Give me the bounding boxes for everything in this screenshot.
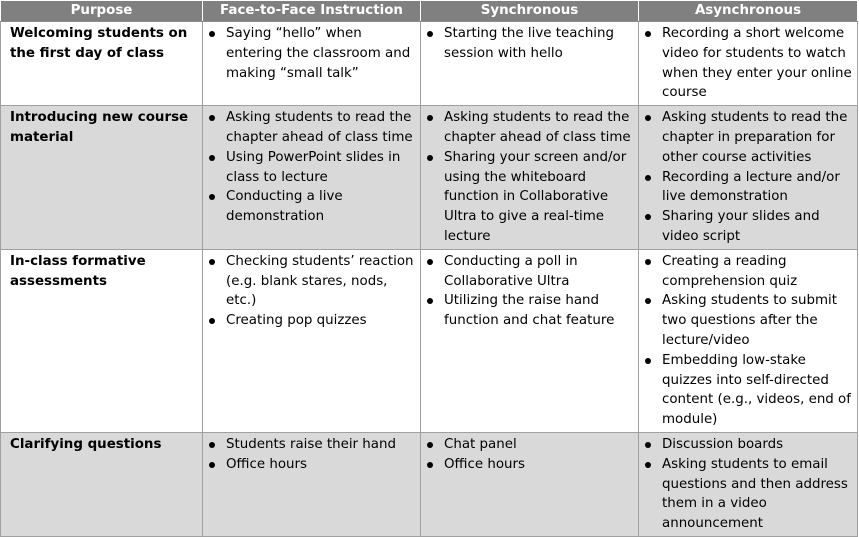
purpose-cell: Clarifying questions xyxy=(1,432,203,536)
bullet-icon xyxy=(427,298,433,304)
purpose-cell: Welcoming students on the first day of class xyxy=(1,22,203,106)
bullet-icon xyxy=(209,115,215,121)
list-item xyxy=(208,435,416,455)
bullet-icon xyxy=(427,462,433,468)
asynchronous-cell xyxy=(639,22,858,106)
list-item-text: Chat panel xyxy=(444,436,517,452)
list-item xyxy=(644,24,853,103)
bullet-icon xyxy=(209,155,215,161)
bullet-list xyxy=(644,252,853,430)
list-item xyxy=(644,252,853,292)
list-item-text: Asking students to email questions and then address them in a video announcement xyxy=(662,456,848,532)
bullet-icon xyxy=(427,155,433,161)
list-item-text: Utilizing the raise hand function and chat feature xyxy=(444,293,615,329)
list-item xyxy=(208,187,416,227)
list-item xyxy=(426,435,634,455)
bullet-icon xyxy=(645,298,651,304)
list-item-text: Conducting a live demonstration xyxy=(226,189,343,225)
bullet-icon xyxy=(209,462,215,468)
list-item-text: Checking students’ reaction (e.g. blank stares, nods, etc.) xyxy=(226,253,414,309)
face-to-face-cell xyxy=(203,432,421,536)
bullet-icon xyxy=(209,259,215,265)
bullet-icon xyxy=(209,31,215,37)
asynchronous-cell xyxy=(639,106,858,250)
bullet-icon xyxy=(645,115,651,121)
table-row-introducing xyxy=(1,106,858,250)
list-item xyxy=(644,108,853,167)
list-item xyxy=(208,108,416,148)
list-item xyxy=(426,455,634,475)
list-item-text: Embedding low-stake quizzes into self-directed content (e.g., videos, end of module) xyxy=(662,352,851,428)
list-item xyxy=(426,148,634,247)
purpose-cell: Introducing new course material xyxy=(1,106,203,250)
list-item xyxy=(208,252,416,311)
list-item-text: Saying “hello” when entering the classroom and making “small talk” xyxy=(226,26,411,81)
header-row xyxy=(1,1,858,22)
list-item-text: Recording a lecture and/or live demonstration xyxy=(662,169,840,205)
list-item xyxy=(644,207,853,247)
list-item xyxy=(644,351,853,430)
list-item xyxy=(208,311,416,331)
list-item xyxy=(644,455,853,534)
header-face-to-face: Face-to-Face Instruction xyxy=(203,1,421,22)
list-item-text: Creating pop quizzes xyxy=(226,313,367,329)
bullet-icon xyxy=(209,318,215,324)
bullet-icon xyxy=(645,259,651,265)
header-synchronous: Synchronous xyxy=(421,1,639,22)
list-item-text: Asking students to submit two questions after the lecture/video xyxy=(662,293,837,348)
bullet-list xyxy=(426,252,634,331)
bullet-icon xyxy=(645,31,651,37)
list-item xyxy=(426,252,634,292)
list-item-text: Using PowerPoint slides in class to lecture xyxy=(226,149,401,185)
list-item-text: Students raise their hand xyxy=(226,436,396,452)
table-row-formative-assessments xyxy=(1,249,858,432)
face-to-face-cell xyxy=(203,106,421,250)
bullet-list xyxy=(644,24,853,103)
list-item-text: Recording a short welcome video for students to watch when they enter your online course xyxy=(662,26,852,101)
list-item-text: Office hours xyxy=(444,456,525,472)
bullet-icon xyxy=(645,175,651,181)
face-to-face-cell xyxy=(203,249,421,432)
list-item xyxy=(644,291,853,350)
asynchronous-cell xyxy=(639,249,858,432)
bullet-icon xyxy=(427,442,433,448)
list-item-text: Office hours xyxy=(226,456,307,472)
list-item xyxy=(208,455,416,475)
list-item-text: Discussion boards xyxy=(662,436,784,452)
bullet-icon xyxy=(209,442,215,448)
list-item-text: Sharing your screen and/or using the whiteboard function in Collaborative Ultra to give a real-time lecture xyxy=(444,149,627,244)
bullet-list xyxy=(208,252,416,331)
synchronous-cell xyxy=(421,106,639,250)
list-item xyxy=(426,24,634,64)
bullet-list xyxy=(644,108,853,247)
bullet-icon xyxy=(427,259,433,265)
list-item xyxy=(208,148,416,188)
face-to-face-cell xyxy=(203,22,421,106)
header-asynchronous: Asynchronous xyxy=(639,1,858,22)
synchronous-cell xyxy=(421,432,639,536)
header-purpose: Purpose xyxy=(1,1,203,22)
list-item-text: Asking students to read the chapter ahead of class time xyxy=(444,110,631,145)
bullet-list xyxy=(208,435,416,475)
bullet-list xyxy=(426,108,634,247)
list-item xyxy=(208,24,416,83)
bullet-icon xyxy=(427,115,433,121)
table-row-clarifying-questions xyxy=(1,432,858,536)
list-item-text: Starting the live teaching session with hello xyxy=(444,26,615,61)
list-item xyxy=(426,291,634,331)
list-item-text: Creating a reading comprehension quiz xyxy=(662,253,798,289)
bullet-icon xyxy=(645,214,651,220)
bullet-icon xyxy=(645,358,651,364)
list-item-text: Sharing your slides and video script xyxy=(662,209,820,244)
bullet-icon xyxy=(645,462,651,468)
bullet-list xyxy=(644,435,853,534)
list-item-text: Asking students to read the chapter ahead of class time xyxy=(226,110,413,145)
list-item xyxy=(426,108,634,148)
bullet-list xyxy=(208,108,416,227)
bullet-list xyxy=(208,24,416,83)
bullet-icon xyxy=(209,194,215,200)
bullet-list xyxy=(426,24,634,64)
bullet-icon xyxy=(645,442,651,448)
purpose-cell: In-class formative assessments xyxy=(1,249,203,432)
list-item-text: Asking students to read the chapter in preparation for other course activities xyxy=(662,110,848,165)
bullet-icon xyxy=(427,31,433,37)
list-item xyxy=(644,168,853,208)
synchronous-cell xyxy=(421,22,639,106)
list-item-text: Conducting a poll in Collaborative Ultra xyxy=(444,253,578,289)
synchronous-cell xyxy=(421,249,639,432)
list-item xyxy=(644,435,853,455)
bullet-list xyxy=(426,435,634,475)
asynchronous-cell xyxy=(639,432,858,536)
table-row-welcoming xyxy=(1,22,858,106)
